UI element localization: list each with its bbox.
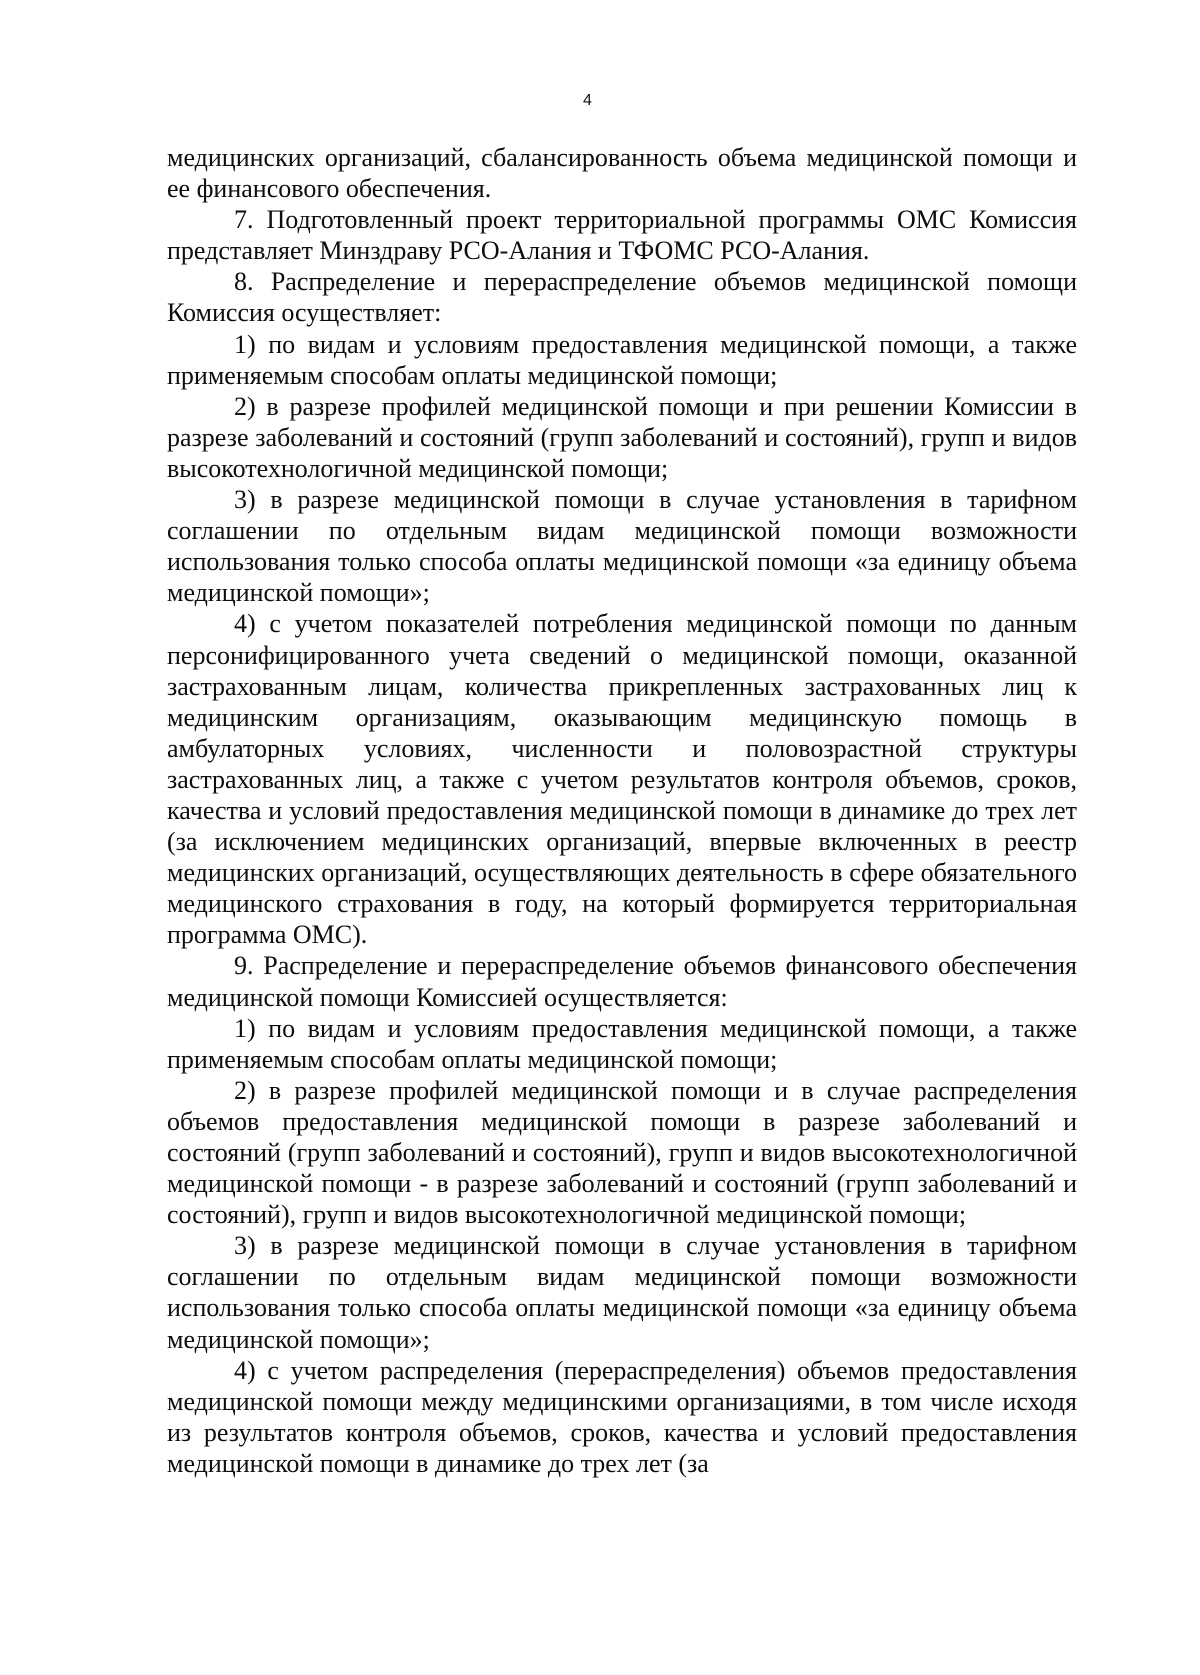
paragraph-item-8-2: 2) в разрезе профилей медицинской помощи и при решении Комиссии в разрезе заболеваний и состояний (групп заболеваний и состояний), групп и видов высокотехнологичной медицинской помощи; [167, 391, 1077, 483]
document-body [167, 142, 1077, 1479]
paragraph-item-9-3: 3) в разрезе медицинской помощи в случае установления в тарифном соглашении по отдельным видам медицинской помощи возможности использования только способа оплаты медицинской помощи «за единицу объема медицинской помощи»; [167, 1231, 1077, 1354]
paragraph-item-8-4: 4) с учетом показателей потребления медицинской помощи по данным персонифицированного учета сведений о медицинской помощи, оказанной застрахованным лицам, количества прикрепленных застрахованных лиц к медицинским организациям, оказывающим медицинскую помощь в амбулаторных условиях, численности и половозрастной структуры застрахованных лиц, а также с учетом результатов контроля объемов, сроков, качества и условий предоставления медицинской помощи в динамике до трех лет (за исключением медицинских организаций, впервые включенных в реестр медицинских организаций, осуществляющих деятельность в сфере обязательного медицинского страхования в году, на который формируется территориальная программа ОМС). [167, 609, 1077, 950]
paragraph-item-7: 7. Подготовленный проект территориальной программы ОМС Комиссия представляет Минздраву РСО-Алания и ТФОМС РСО-Алания. [167, 205, 1077, 266]
paragraph-item-9-2: 2) в разрезе профилей медицинской помощи и в случае распределения объемов предоставления медицинской помощи в разрезе заболеваний и состояний (групп заболеваний и состояний), групп и видов высокотехнологичной медицинской помощи - в разрезе заболеваний и состояний (групп заболеваний и состояний), групп и видов высокотехнологичной медицинской помощи; [167, 1075, 1077, 1230]
paragraph-item-9: 9. Распределение и перераспределение объемов финансового обеспечения медицинской помощи Комиссией осуществляется: [167, 951, 1077, 1012]
paragraph-item-9-4: 4) с учетом распределения (перераспределения) объемов предоставления медицинской помощи между медицинскими организациями, в том числе исходя из результатов контроля объемов, сроков, качества и условий предоставления медицинской помощи в динамике до трех лет (за [167, 1355, 1077, 1478]
paragraph-item-8-3: 3) в разрезе медицинской помощи в случае установления в тарифном соглашении по отдельным видам медицинской помощи возможности использования только способа оплаты медицинской помощи «за единицу объема медицинской помощи»; [167, 485, 1077, 608]
paragraph-item-8-1: 1) по видам и условиям предоставления медицинской помощи, а также применяемым способам оплаты медицинской помощи; [167, 329, 1077, 390]
paragraph-continuation: медицинских организаций, сбалансированность объема медицинской помощи и ее финансового обеспечения. [167, 143, 1077, 204]
paragraph-item-8: 8. Распределение и перераспределение объемов медицинской помощи Комиссия осуществляет: [167, 267, 1077, 328]
page-number: 4 [583, 92, 592, 109]
paragraph-item-9-1: 1) по видам и условиям предоставления медицинской помощи, а также применяемым способам оплаты медицинской помощи; [167, 1013, 1077, 1074]
